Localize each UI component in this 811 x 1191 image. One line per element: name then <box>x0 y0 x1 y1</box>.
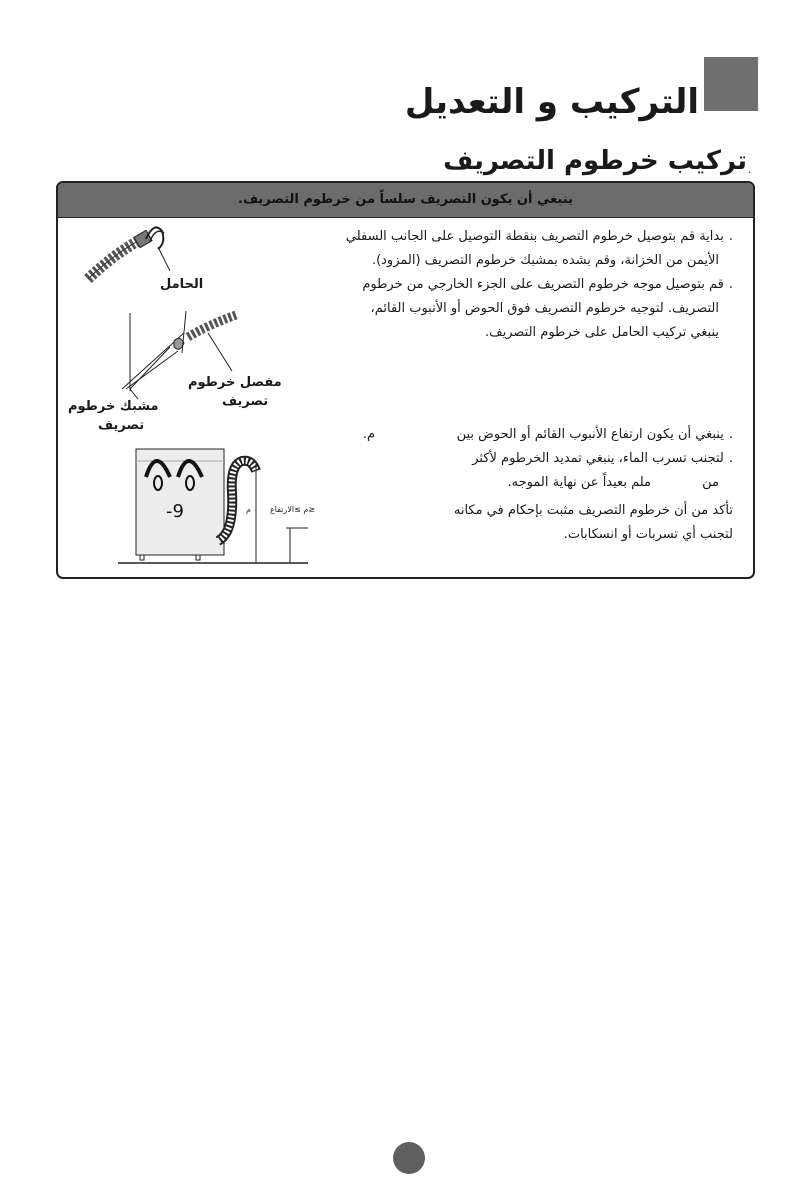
page-number-circle <box>393 1142 425 1174</box>
hose-clamp-label-2: تصريف <box>98 418 145 433</box>
instruction-2-line3: ينبغي تركيب الحامل على خرطوم التصريف. <box>485 325 719 340</box>
height-note-from: من <box>702 475 719 490</box>
bullet: . <box>728 427 733 442</box>
bullet: . <box>728 451 733 466</box>
secure-note-line2: لتجنب أي تسربات أو انسكابات. <box>563 527 733 542</box>
drain-hose-icon <box>218 461 308 563</box>
chapter-marker-block <box>704 57 758 111</box>
section-bullet: . <box>748 165 752 176</box>
instruction-1-line2: الأيمن من الخزانة، وقم بشده بمشبك خرطوم التصريف (المزود). <box>371 253 719 268</box>
height-unit-label: م <box>246 505 251 514</box>
washing-machine-icon <box>118 449 308 563</box>
height-note-line2: .لتجنب تسرب الماء، ينبغي تمديد الخرطوم لأكثر <box>472 447 733 471</box>
height-note-line1: .ينبغي أن يكون ارتفاع الأنبوب القائم أو الحوض بين <box>457 423 733 447</box>
height-note-line3: ملم بعيداً عن نهاية الموجه. <box>507 475 651 490</box>
hose-clamp-label-1: مشبك خرطوم <box>68 399 159 414</box>
panel-header: ينبغي أن يكون التصريف سلساً من خرطوم التصريف. <box>58 183 753 218</box>
height-range-label: م ≥الارتفاع≥ <box>270 505 316 514</box>
hose-clamp-icon <box>122 311 236 399</box>
drain-hose-panel <box>56 181 755 579</box>
svg-text:-9: -9 <box>166 501 184 522</box>
instruction-2-line1: .قم بتوصيل موجه خرطوم التصريف على الجزء الخارجي من خرطوم <box>362 273 733 297</box>
secure-note-line1: تأكد من أن خرطوم التصريف مثبت بإحكام في مكانه <box>453 503 733 518</box>
hose-with-holder-icon <box>88 227 170 279</box>
page-title: التركيب و التعديل <box>404 82 699 122</box>
instruction-1-line1: .بداية قم بتوصيل خرطوم التصريف بنقطة التوصيل على الجانب السفلي <box>346 225 733 249</box>
drain-hose-illustration <box>58 183 753 577</box>
instruction-2-line2: التصريف. لتوجيه خرطوم التصريف فوق الحوض أو الأنبوب القائم، <box>370 301 719 316</box>
section-title: تركيب خرطوم التصريف <box>443 146 747 176</box>
bullet: . <box>728 229 733 244</box>
holder-label: الحامل <box>160 277 204 292</box>
bullet: . <box>728 277 733 292</box>
hose-joint-label-2: تصريف <box>222 394 269 409</box>
hose-joint-label-1: مفصل خرطوم <box>188 375 282 390</box>
height-note-unit: م. <box>362 427 375 442</box>
